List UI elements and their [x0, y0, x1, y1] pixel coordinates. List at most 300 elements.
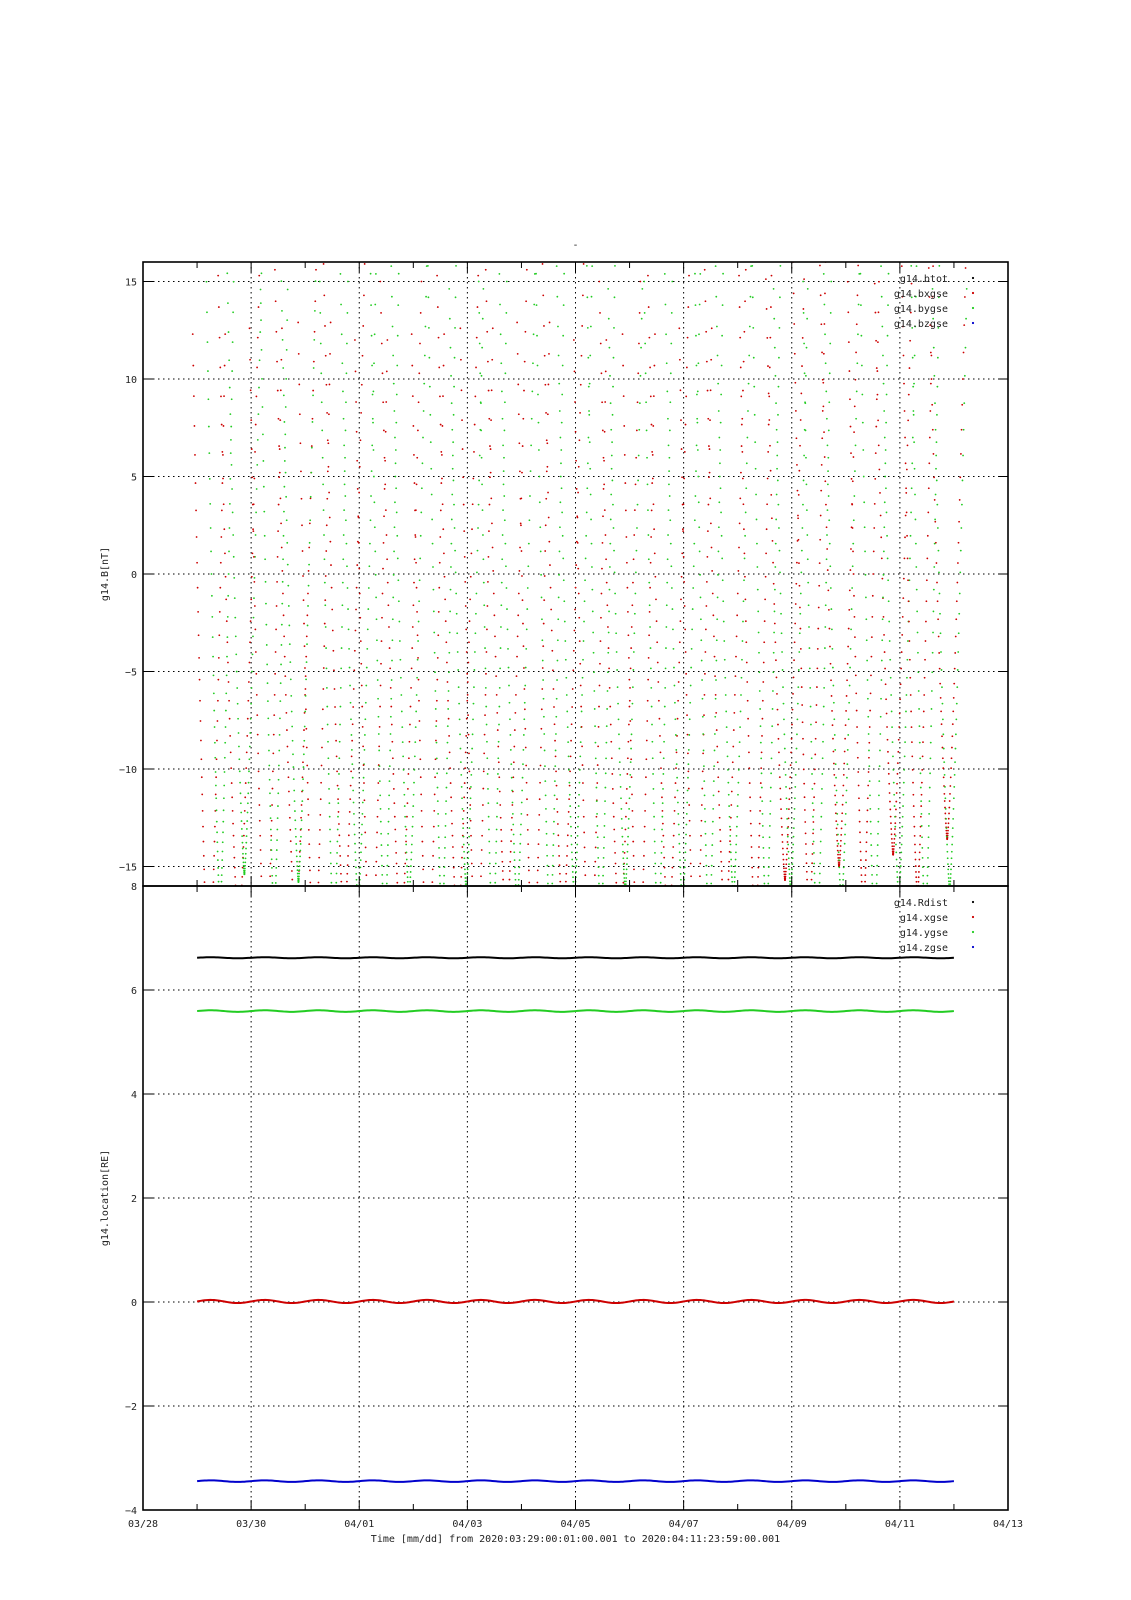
data-point	[604, 787, 606, 789]
data-point	[298, 875, 300, 877]
y-tick-label: 0	[130, 1298, 137, 1309]
data-point	[690, 685, 692, 687]
data-point	[710, 883, 712, 885]
data-point	[461, 867, 463, 869]
data-point	[329, 353, 331, 355]
data-point	[817, 648, 819, 650]
legend-label: g14.xgse	[899, 913, 948, 924]
data-point	[692, 608, 694, 610]
data-point	[830, 587, 832, 589]
data-point	[798, 669, 800, 671]
data-point	[569, 785, 571, 787]
data-point	[871, 855, 873, 857]
data-point	[296, 855, 298, 857]
data-point	[336, 756, 338, 758]
data-point	[878, 808, 880, 810]
data-point	[446, 757, 448, 759]
data-point	[554, 723, 556, 725]
data-point	[351, 763, 353, 765]
data-point	[315, 280, 317, 282]
data-point	[608, 347, 610, 349]
data-point	[861, 881, 863, 883]
data-point	[227, 302, 229, 304]
data-point	[783, 703, 785, 705]
data-point	[325, 626, 327, 628]
data-point	[515, 879, 517, 881]
data-point	[677, 790, 679, 792]
data-point	[833, 718, 835, 720]
data-point	[374, 333, 376, 335]
data-point	[234, 617, 236, 619]
data-point	[390, 698, 392, 700]
data-point	[486, 724, 488, 726]
data-point	[411, 851, 413, 853]
data-point	[837, 834, 839, 836]
data-point	[281, 644, 283, 646]
data-point	[363, 294, 365, 296]
data-point	[634, 509, 636, 511]
data-point	[756, 519, 758, 521]
data-point	[578, 593, 580, 595]
data-point	[301, 800, 303, 802]
data-point	[951, 857, 953, 859]
data-point	[411, 844, 413, 846]
data-point	[380, 312, 382, 314]
data-point	[547, 492, 549, 494]
data-point	[762, 847, 764, 849]
data-point	[541, 708, 543, 710]
data-point	[431, 494, 433, 496]
data-point	[446, 772, 448, 774]
data-point	[215, 797, 217, 799]
data-point	[415, 536, 417, 538]
data-point	[450, 347, 452, 349]
data-point	[488, 556, 490, 558]
data-point	[437, 657, 439, 659]
data-point	[794, 786, 796, 788]
data-point	[868, 765, 870, 767]
data-point	[833, 774, 835, 776]
data-point	[383, 515, 385, 517]
data-point	[501, 391, 503, 393]
data-point	[767, 478, 769, 480]
data-point	[648, 582, 650, 584]
data-point	[804, 821, 806, 823]
data-point	[409, 881, 411, 883]
data-point	[281, 570, 283, 572]
data-point	[257, 337, 259, 339]
data-point	[748, 735, 750, 737]
data-point	[500, 626, 502, 628]
data-point	[698, 333, 700, 335]
data-point	[835, 777, 837, 779]
data-point	[355, 859, 357, 861]
data-point	[576, 515, 578, 517]
data-point	[751, 265, 753, 267]
data-point	[284, 421, 286, 423]
x-tick-label: 04/11	[884, 1519, 915, 1530]
data-point	[569, 805, 571, 807]
data-point	[758, 652, 760, 654]
data-point	[702, 752, 704, 754]
data-point	[966, 288, 968, 290]
data-point	[747, 718, 749, 720]
data-point	[887, 739, 889, 741]
data-point	[629, 774, 631, 776]
data-point	[542, 667, 544, 669]
data-point	[356, 460, 358, 462]
data-point	[394, 476, 396, 478]
data-point	[472, 503, 474, 505]
data-point	[876, 367, 878, 369]
data-point	[299, 861, 301, 863]
data-point	[405, 826, 407, 828]
data-point	[552, 844, 554, 846]
data-point	[806, 347, 808, 349]
data-point	[355, 873, 357, 875]
data-point	[922, 875, 924, 877]
bygse-cycle	[860, 273, 890, 885]
data-point	[793, 677, 795, 679]
data-point	[810, 741, 812, 743]
data-point	[933, 347, 935, 349]
data-point	[615, 863, 617, 865]
bygse-cycle	[823, 273, 860, 890]
data-point	[778, 527, 780, 529]
data-point	[252, 530, 254, 532]
data-point	[666, 604, 668, 606]
data-point	[933, 375, 935, 377]
location-panel	[100, 882, 1008, 1517]
data-point	[373, 362, 375, 364]
data-point	[914, 468, 916, 470]
data-point	[883, 634, 885, 636]
data-point	[266, 664, 268, 666]
data-point	[370, 519, 372, 521]
data-point	[627, 851, 629, 853]
data-point	[727, 769, 729, 771]
data-point	[901, 844, 903, 846]
data-point	[622, 851, 624, 853]
data-point	[226, 272, 228, 274]
data-point	[788, 869, 790, 871]
data-point	[319, 843, 321, 845]
data-point	[410, 871, 412, 873]
data-point	[928, 836, 930, 838]
data-point	[901, 651, 903, 653]
data-point	[557, 618, 559, 620]
data-point	[922, 726, 924, 728]
data-point	[778, 386, 780, 388]
data-point	[673, 648, 675, 650]
data-point	[326, 667, 328, 669]
data-point	[785, 786, 787, 788]
data-point	[312, 418, 314, 420]
bxgse-cycle	[647, 275, 690, 887]
data-point	[422, 855, 424, 857]
data-point	[334, 706, 336, 708]
data-point	[675, 782, 677, 784]
location-grid	[143, 886, 1008, 1510]
data-point	[480, 401, 482, 403]
data-point	[614, 265, 616, 267]
data-point	[391, 660, 393, 662]
data-point	[474, 632, 476, 634]
data-point	[392, 326, 394, 328]
data-point	[791, 869, 793, 871]
data-point	[262, 433, 264, 435]
data-point	[643, 868, 645, 870]
data-point	[624, 841, 626, 843]
data-point	[628, 827, 630, 829]
data-point	[581, 726, 583, 728]
data-point	[279, 448, 281, 450]
data-point	[305, 656, 307, 658]
data-point	[785, 873, 787, 875]
data-point	[466, 651, 468, 653]
data-point	[509, 734, 511, 736]
data-point	[858, 809, 860, 811]
data-point	[781, 826, 783, 828]
data-point	[321, 401, 323, 403]
data-point	[647, 700, 649, 702]
data-point	[791, 863, 793, 865]
bygse-cycle	[280, 280, 316, 883]
data-point	[442, 503, 444, 505]
data-point	[921, 813, 923, 815]
data-point	[337, 798, 339, 800]
data-point	[249, 746, 251, 748]
data-point	[339, 845, 341, 847]
data-point	[546, 844, 548, 846]
data-point	[500, 362, 502, 364]
data-point	[501, 840, 503, 842]
data-point	[703, 765, 705, 767]
data-point	[625, 510, 627, 512]
data-point	[875, 426, 877, 428]
data-point	[309, 542, 311, 544]
data-point	[899, 698, 901, 700]
data-point	[955, 748, 957, 750]
data-point	[382, 593, 384, 595]
data-point	[894, 805, 896, 807]
data-point	[773, 652, 775, 654]
data-point	[410, 859, 412, 861]
data-point	[853, 456, 855, 458]
data-point	[271, 875, 273, 877]
data-point	[732, 888, 734, 890]
data-point	[499, 667, 501, 669]
data-point	[796, 464, 798, 466]
data-point	[742, 390, 744, 392]
data-point	[737, 805, 739, 807]
data-point	[762, 813, 764, 815]
data-point	[864, 551, 866, 553]
data-point	[915, 519, 917, 521]
data-point	[700, 618, 702, 620]
data-point	[698, 501, 700, 503]
data-point	[434, 690, 436, 692]
data-point	[776, 494, 778, 496]
data-point	[598, 726, 600, 728]
data-point	[852, 543, 854, 545]
data-point	[591, 296, 593, 298]
data-point	[739, 726, 741, 728]
data-point	[899, 713, 901, 715]
data-point	[654, 576, 656, 578]
data-point	[228, 681, 230, 683]
data-point	[462, 808, 464, 810]
data-point	[721, 558, 723, 560]
data-point	[932, 265, 934, 267]
data-point	[845, 802, 847, 804]
data-point	[417, 634, 419, 636]
data-point	[309, 870, 311, 872]
data-point	[884, 437, 886, 439]
data-point	[812, 853, 814, 855]
data-point	[890, 828, 892, 830]
data-point	[278, 418, 280, 420]
data-point	[941, 735, 943, 737]
data-point	[825, 582, 827, 584]
data-point	[772, 690, 774, 692]
data-point	[905, 487, 907, 489]
data-point	[821, 788, 823, 790]
data-point	[542, 645, 544, 647]
data-point	[302, 778, 304, 780]
data-point	[518, 866, 520, 868]
data-point	[197, 587, 199, 589]
data-point	[653, 829, 655, 831]
legend-marker	[972, 946, 974, 948]
data-point	[751, 857, 753, 859]
data-point	[741, 659, 743, 661]
data-point	[432, 855, 434, 857]
data-point	[295, 836, 297, 838]
data-point	[888, 600, 890, 602]
data-point	[479, 372, 481, 374]
data-point	[740, 367, 742, 369]
data-point	[217, 679, 219, 681]
data-point	[264, 558, 266, 560]
data-point	[218, 634, 220, 636]
data-point	[334, 688, 336, 690]
data-point	[884, 501, 886, 503]
data-point	[382, 568, 384, 570]
data-point	[841, 812, 843, 814]
data-point	[487, 773, 489, 775]
data-point	[920, 772, 922, 774]
data-point	[396, 394, 398, 396]
data-point	[680, 598, 682, 600]
data-point	[913, 805, 915, 807]
x-tick-label: 04/01	[344, 1519, 375, 1530]
data-point	[839, 862, 841, 864]
data-point	[354, 834, 356, 836]
x-axis-label: Time [mm/dd] from 2020:03:29:00:01:00.001 to 2020:04:11:23:59:00.001	[370, 1534, 781, 1545]
data-point	[309, 519, 311, 521]
data-point	[453, 867, 455, 869]
data-point	[541, 639, 543, 641]
data-point	[357, 515, 359, 517]
data-point	[344, 470, 346, 472]
data-point	[637, 504, 639, 506]
data-point	[395, 841, 397, 843]
data-point	[305, 728, 307, 730]
data-point	[229, 735, 231, 737]
data-point	[754, 441, 756, 443]
data-point	[281, 547, 283, 549]
data-point	[327, 442, 329, 444]
data-point	[755, 468, 757, 470]
data-point	[721, 335, 723, 337]
data-point	[706, 581, 708, 583]
data-point	[584, 861, 586, 863]
data-point	[354, 650, 356, 652]
data-point	[638, 429, 640, 431]
data-point	[904, 536, 906, 538]
data-point	[878, 311, 880, 313]
data-point	[828, 519, 830, 521]
data-point	[660, 863, 662, 865]
data-point	[464, 556, 466, 558]
data-point	[420, 512, 422, 514]
data-point	[890, 816, 892, 818]
data-point	[445, 813, 447, 815]
data-point	[806, 871, 808, 873]
data-point	[952, 818, 954, 820]
data-point	[525, 667, 527, 669]
data-point	[410, 865, 412, 867]
data-point	[226, 641, 228, 643]
data-point	[451, 402, 453, 404]
data-point	[257, 439, 259, 441]
data-point	[276, 605, 278, 607]
data-point	[201, 794, 203, 796]
data-point	[787, 834, 789, 836]
data-point	[543, 325, 545, 327]
data-point	[652, 425, 654, 427]
data-point	[940, 632, 942, 634]
data-point	[894, 816, 896, 818]
data-point	[377, 816, 379, 818]
data-point	[869, 726, 871, 728]
data-point	[844, 834, 846, 836]
data-point	[507, 648, 509, 650]
data-point	[553, 821, 555, 823]
data-point	[504, 430, 506, 432]
data-point	[592, 611, 594, 613]
data-point	[664, 876, 666, 878]
data-point	[672, 608, 674, 610]
data-point	[805, 457, 807, 459]
data-point	[394, 437, 396, 439]
data-point	[531, 418, 533, 420]
data-point	[607, 652, 609, 654]
legend-marker	[972, 916, 974, 918]
data-point	[593, 652, 595, 654]
data-point	[341, 626, 343, 628]
data-point	[839, 889, 841, 891]
data-point	[265, 581, 267, 583]
data-point	[720, 487, 722, 489]
data-point	[769, 825, 771, 827]
data-point	[926, 883, 928, 885]
data-point	[217, 859, 219, 861]
data-point	[866, 841, 868, 843]
data-point	[485, 673, 487, 675]
data-point	[795, 583, 797, 585]
